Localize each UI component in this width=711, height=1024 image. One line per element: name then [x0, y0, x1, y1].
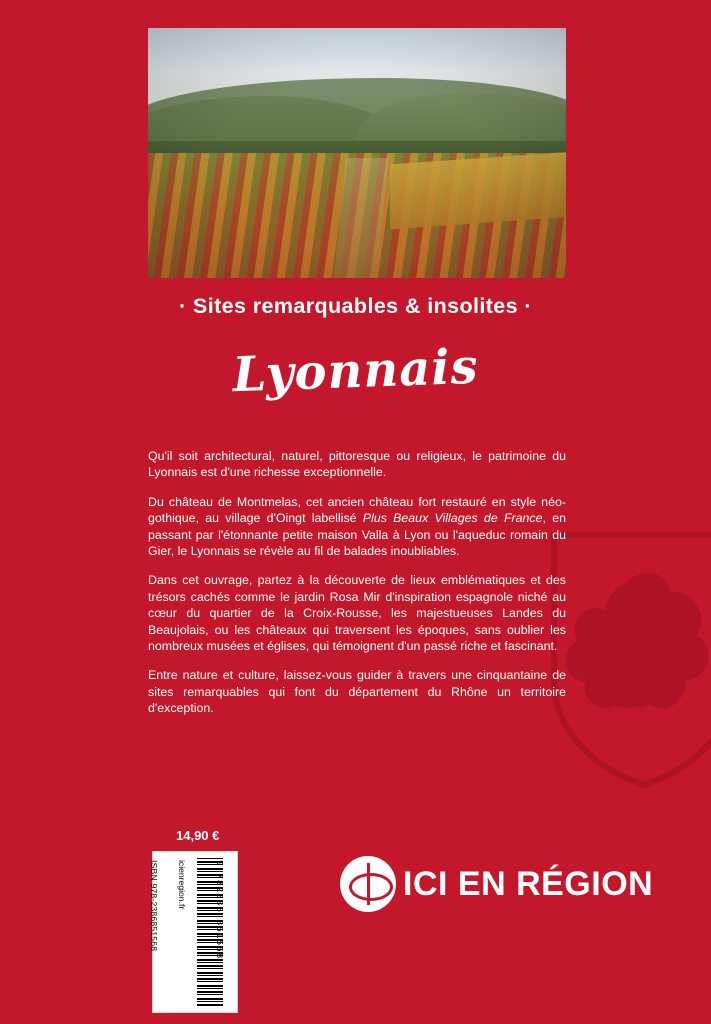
back-cover-blurb [148, 448, 566, 717]
price-label: 14,90 € [176, 828, 220, 843]
barcode-digits: 9 782386 851568 [214, 860, 225, 960]
publisher-name: ICI EN RÉGION [403, 865, 654, 903]
blurb-p2-part-a: Du château de Montmelas, cet ancien château fort restauré en style néo-gothique, au village d'Oingt labellisé [148, 494, 566, 526]
publisher-logo [340, 856, 653, 912]
blurb-paragraph-1: Qu'il soit architectural, naturel, pittoresque ou religieux, le patrimoine du Lyonnais est d'une richesse exceptionnelle. [148, 449, 566, 480]
globe-icon [340, 856, 396, 912]
blurb-p2-part-b: , en passant par l'étonnante petite maison Valla à Lyon ou l'aqueduc romain du Gier, le Lyonnais se révèle au fil de balades inoubliables. [148, 511, 567, 559]
cover-photo [148, 28, 566, 278]
series-title: · Sites remarquables & insolites · [179, 294, 532, 318]
photo-vignette [148, 28, 566, 278]
barcode-block [149, 851, 238, 1013]
lion-crest-icon [549, 530, 711, 790]
blurb-paragraph-2 [148, 494, 566, 560]
barcode-isbn-text: ISBN 978-2386851568 [149, 860, 159, 952]
blurb-paragraph-3: Dans cet ouvrage, partez à la découverte de lieux emblématiques et des trésors cachés comme le jardin Rosa Mir d'inspiration espagnole niché au cœur du quartier de la Croix-Rousse, les majestueuses Landes du Beaujolais, ou les châteaux qui traversent les époques, sans oublier les nombreux musées et églises, qui témoignent d'un passé riche et fascinant. [148, 573, 566, 654]
barcode-website-text: icienregion.fr [177, 860, 187, 910]
region-title: Lyonnais [231, 338, 480, 404]
blurb-p2-italic: Plus Beaux Villages de France [362, 511, 543, 526]
blurb-paragraph-4: Entre nature et culture, laissez-vous guider à travers une cinquantaine de sites remarquables qui font du département du Rhône un territoire d'exception. [148, 668, 566, 716]
